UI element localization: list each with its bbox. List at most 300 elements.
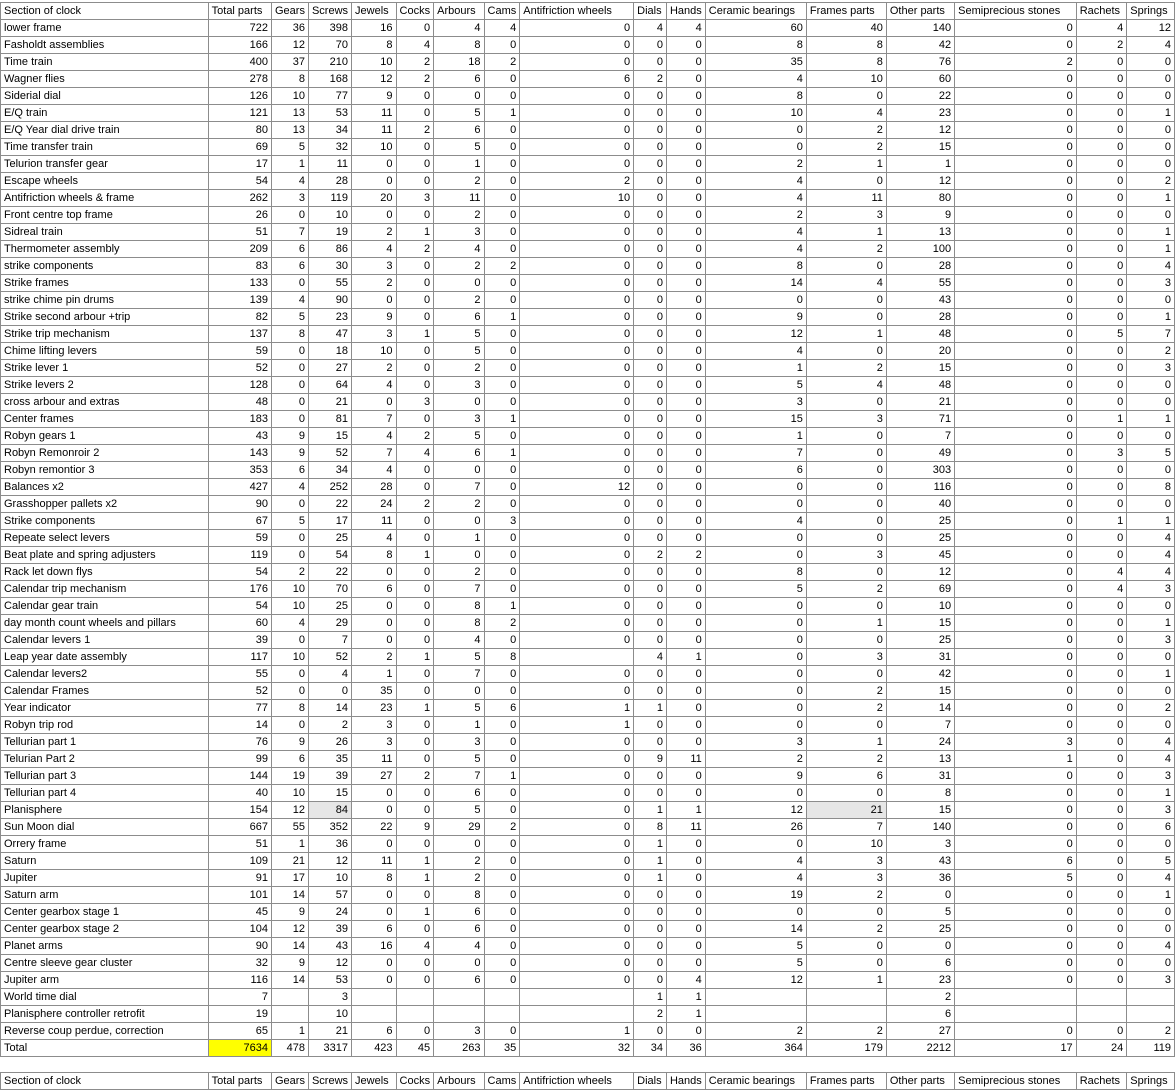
data-cell[interactable]: 5: [271, 309, 308, 326]
total-cell[interactable]: 423: [352, 1040, 397, 1057]
data-cell[interactable]: 0: [396, 802, 434, 819]
data-cell[interactable]: 0: [806, 173, 886, 190]
data-cell[interactable]: 12: [271, 802, 308, 819]
data-cell[interactable]: 0: [634, 955, 667, 972]
data-cell[interactable]: 0: [520, 938, 634, 955]
data-cell[interactable]: 52: [208, 360, 271, 377]
data-cell[interactable]: 0: [955, 445, 1077, 462]
data-cell[interactable]: 0: [955, 292, 1077, 309]
data-cell[interactable]: 0: [666, 173, 705, 190]
data-cell[interactable]: 0: [955, 768, 1077, 785]
data-cell[interactable]: 14: [271, 887, 308, 904]
data-cell[interactable]: 2: [396, 496, 434, 513]
data-cell[interactable]: 1: [1127, 666, 1175, 683]
data-cell[interactable]: 0: [634, 513, 667, 530]
data-cell[interactable]: 0: [806, 666, 886, 683]
data-cell[interactable]: 32: [208, 955, 271, 972]
data-cell[interactable]: 262: [208, 190, 271, 207]
data-cell[interactable]: 5: [434, 649, 484, 666]
data-cell[interactable]: 8: [434, 598, 484, 615]
data-cell[interactable]: 0: [520, 360, 634, 377]
data-cell[interactable]: 1: [666, 802, 705, 819]
column-header[interactable]: Frames parts: [806, 3, 886, 20]
empty-cell[interactable]: [271, 1057, 308, 1073]
data-cell[interactable]: 0: [955, 802, 1077, 819]
data-cell[interactable]: 4: [396, 445, 434, 462]
data-cell[interactable]: 1: [1127, 615, 1175, 632]
data-cell[interactable]: 0: [666, 479, 705, 496]
data-cell[interactable]: 176: [208, 581, 271, 598]
data-cell[interactable]: 2: [484, 54, 520, 71]
data-cell[interactable]: 4: [1127, 547, 1175, 564]
data-cell[interactable]: 4: [434, 938, 484, 955]
data-cell[interactable]: 12: [705, 972, 806, 989]
data-cell[interactable]: 0: [520, 224, 634, 241]
data-cell[interactable]: 22: [886, 88, 954, 105]
data-cell[interactable]: 0: [955, 1023, 1077, 1040]
column-header[interactable]: Other parts: [886, 1073, 954, 1090]
data-cell[interactable]: [434, 989, 484, 1006]
data-cell[interactable]: 0: [955, 326, 1077, 343]
row-label-cell[interactable]: Strike levers 2: [1, 377, 209, 394]
data-cell[interactable]: 3: [352, 717, 397, 734]
data-cell[interactable]: 31: [886, 768, 954, 785]
data-cell[interactable]: [352, 989, 397, 1006]
data-cell[interactable]: 0: [396, 632, 434, 649]
data-cell[interactable]: 82: [208, 309, 271, 326]
data-cell[interactable]: 19: [705, 887, 806, 904]
data-cell[interactable]: 15: [886, 802, 954, 819]
data-cell[interactable]: 91: [208, 870, 271, 887]
data-cell[interactable]: 39: [308, 921, 351, 938]
data-cell[interactable]: 0: [434, 955, 484, 972]
data-cell[interactable]: 21: [886, 394, 954, 411]
data-cell[interactable]: 0: [955, 819, 1077, 836]
column-header[interactable]: Hands: [666, 1073, 705, 1090]
data-cell[interactable]: 0: [705, 598, 806, 615]
data-cell[interactable]: 7: [434, 768, 484, 785]
data-cell[interactable]: 76: [208, 734, 271, 751]
data-cell[interactable]: 100: [886, 241, 954, 258]
data-cell[interactable]: 1: [1127, 309, 1175, 326]
data-cell[interactable]: 0: [1076, 547, 1127, 564]
data-cell[interactable]: 0: [271, 717, 308, 734]
data-cell[interactable]: 0: [520, 530, 634, 547]
data-cell[interactable]: 0: [520, 411, 634, 428]
data-cell[interactable]: [1076, 989, 1127, 1006]
data-cell[interactable]: 4: [352, 241, 397, 258]
data-cell[interactable]: 0: [520, 377, 634, 394]
data-cell[interactable]: 140: [886, 819, 954, 836]
data-cell[interactable]: 1: [484, 445, 520, 462]
data-cell[interactable]: 0: [634, 785, 667, 802]
data-cell[interactable]: 0: [634, 887, 667, 904]
data-cell[interactable]: 0: [634, 598, 667, 615]
data-cell[interactable]: 0: [806, 479, 886, 496]
data-cell[interactable]: 0: [484, 836, 520, 853]
row-label-cell[interactable]: Time transfer train: [1, 139, 209, 156]
data-cell[interactable]: 5: [705, 938, 806, 955]
data-cell[interactable]: 116: [208, 972, 271, 989]
data-cell[interactable]: 0: [1076, 394, 1127, 411]
data-cell[interactable]: 8: [705, 258, 806, 275]
data-cell[interactable]: 0: [520, 632, 634, 649]
data-cell[interactable]: 119: [208, 547, 271, 564]
data-cell[interactable]: 9: [271, 734, 308, 751]
data-cell[interactable]: 1: [806, 224, 886, 241]
data-cell[interactable]: 0: [396, 105, 434, 122]
data-cell[interactable]: 0: [1127, 904, 1175, 921]
data-cell[interactable]: 3: [1127, 275, 1175, 292]
row-label-cell[interactable]: Planisphere: [1, 802, 209, 819]
data-cell[interactable]: 0: [634, 309, 667, 326]
data-cell[interactable]: 4: [1076, 564, 1127, 581]
data-cell[interactable]: 0: [484, 88, 520, 105]
row-label-cell[interactable]: Siderial dial: [1, 88, 209, 105]
empty-cell[interactable]: [208, 1057, 271, 1073]
data-cell[interactable]: 2: [1127, 173, 1175, 190]
data-cell[interactable]: 3: [1127, 972, 1175, 989]
data-cell[interactable]: 2: [434, 292, 484, 309]
data-cell[interactable]: 2: [396, 428, 434, 445]
row-label-cell[interactable]: lower frame: [1, 20, 209, 37]
data-cell[interactable]: 0: [955, 258, 1077, 275]
data-cell[interactable]: 0: [352, 207, 397, 224]
data-cell[interactable]: 126: [208, 88, 271, 105]
data-cell[interactable]: 0: [634, 156, 667, 173]
data-cell[interactable]: 6: [271, 462, 308, 479]
data-cell[interactable]: 11: [352, 751, 397, 768]
data-cell[interactable]: 0: [434, 394, 484, 411]
data-cell[interactable]: 0: [1076, 139, 1127, 156]
data-cell[interactable]: 0: [955, 683, 1077, 700]
data-cell[interactable]: 0: [955, 190, 1077, 207]
data-cell[interactable]: 0: [955, 122, 1077, 139]
data-cell[interactable]: 0: [1076, 88, 1127, 105]
data-cell[interactable]: 0: [352, 598, 397, 615]
data-cell[interactable]: 0: [484, 955, 520, 972]
data-cell[interactable]: 22: [308, 496, 351, 513]
row-label-cell[interactable]: strike chime pin drums: [1, 292, 209, 309]
data-cell[interactable]: 42: [886, 37, 954, 54]
row-label-cell[interactable]: Fasholdt assemblies: [1, 37, 209, 54]
data-cell[interactable]: 49: [886, 445, 954, 462]
data-cell[interactable]: 3: [705, 394, 806, 411]
data-cell[interactable]: 28: [886, 258, 954, 275]
data-cell[interactable]: 76: [886, 54, 954, 71]
column-header[interactable]: Antifriction wheels: [520, 1073, 634, 1090]
data-cell[interactable]: 0: [484, 275, 520, 292]
row-label-cell[interactable]: Planet arms: [1, 938, 209, 955]
data-cell[interactable]: 0: [520, 156, 634, 173]
data-cell[interactable]: 0: [396, 564, 434, 581]
data-cell[interactable]: 2: [1127, 343, 1175, 360]
data-cell[interactable]: 3: [806, 411, 886, 428]
total-cell[interactable]: 24: [1076, 1040, 1127, 1057]
data-cell[interactable]: 54: [208, 173, 271, 190]
data-cell[interactable]: 6: [1127, 819, 1175, 836]
data-cell[interactable]: 77: [308, 88, 351, 105]
data-cell[interactable]: 15: [886, 615, 954, 632]
column-header[interactable]: Screws: [308, 3, 351, 20]
data-cell[interactable]: 43: [886, 853, 954, 870]
empty-cell[interactable]: [1, 1057, 209, 1073]
total-cell[interactable]: 45: [396, 1040, 434, 1057]
data-cell[interactable]: 0: [1127, 156, 1175, 173]
data-cell[interactable]: 0: [634, 241, 667, 258]
row-label-cell[interactable]: Chime lifting levers: [1, 343, 209, 360]
data-cell[interactable]: 0: [484, 377, 520, 394]
row-label-cell[interactable]: Jupiter: [1, 870, 209, 887]
column-header[interactable]: Jewels: [352, 3, 397, 20]
row-label-cell[interactable]: Center gearbox stage 1: [1, 904, 209, 921]
column-header[interactable]: Ceramic bearings: [705, 1073, 806, 1090]
data-cell[interactable]: 6: [806, 768, 886, 785]
data-cell[interactable]: 0: [666, 394, 705, 411]
data-cell[interactable]: 0: [484, 785, 520, 802]
data-cell[interactable]: 15: [308, 785, 351, 802]
data-cell[interactable]: 1: [806, 734, 886, 751]
data-cell[interactable]: 0: [666, 598, 705, 615]
data-cell[interactable]: 2: [634, 547, 667, 564]
row-label-cell[interactable]: Escape wheels: [1, 173, 209, 190]
data-cell[interactable]: 0: [666, 428, 705, 445]
data-cell[interactable]: 3: [1127, 581, 1175, 598]
data-cell[interactable]: 0: [484, 717, 520, 734]
data-cell[interactable]: 6: [955, 853, 1077, 870]
data-cell[interactable]: 0: [484, 666, 520, 683]
data-cell[interactable]: 59: [208, 343, 271, 360]
data-cell[interactable]: 6: [434, 921, 484, 938]
data-cell[interactable]: 2: [806, 921, 886, 938]
data-cell[interactable]: 8: [806, 37, 886, 54]
data-cell[interactable]: 0: [1076, 955, 1127, 972]
data-cell[interactable]: 6: [271, 241, 308, 258]
data-cell[interactable]: 0: [634, 479, 667, 496]
data-cell[interactable]: 0: [396, 207, 434, 224]
data-cell[interactable]: 1: [1127, 241, 1175, 258]
data-cell[interactable]: 40: [208, 785, 271, 802]
data-cell[interactable]: 0: [634, 581, 667, 598]
data-cell[interactable]: 0: [520, 904, 634, 921]
data-cell[interactable]: 26: [705, 819, 806, 836]
column-header[interactable]: Hands: [666, 3, 705, 20]
data-cell[interactable]: 0: [434, 462, 484, 479]
data-cell[interactable]: 0: [955, 20, 1077, 37]
data-cell[interactable]: 0: [1127, 462, 1175, 479]
data-cell[interactable]: 10: [705, 105, 806, 122]
data-cell[interactable]: 12: [271, 37, 308, 54]
data-cell[interactable]: 4: [396, 938, 434, 955]
data-cell[interactable]: 0: [666, 190, 705, 207]
data-cell[interactable]: 0: [396, 139, 434, 156]
data-cell[interactable]: 11: [352, 122, 397, 139]
data-cell[interactable]: 0: [634, 275, 667, 292]
data-cell[interactable]: 0: [705, 530, 806, 547]
data-cell[interactable]: 5: [271, 139, 308, 156]
data-cell[interactable]: [955, 989, 1077, 1006]
data-cell[interactable]: 0: [955, 343, 1077, 360]
data-cell[interactable]: 70: [308, 37, 351, 54]
data-cell[interactable]: 0: [484, 870, 520, 887]
data-cell[interactable]: 10: [271, 581, 308, 598]
data-cell[interactable]: 67: [208, 513, 271, 530]
data-cell[interactable]: 15: [886, 139, 954, 156]
data-cell[interactable]: 11: [666, 819, 705, 836]
data-cell[interactable]: 1: [634, 989, 667, 1006]
data-cell[interactable]: 0: [806, 564, 886, 581]
data-cell[interactable]: 80: [208, 122, 271, 139]
data-cell[interactable]: 0: [666, 717, 705, 734]
data-cell[interactable]: 0: [634, 411, 667, 428]
data-cell[interactable]: 0: [520, 309, 634, 326]
data-cell[interactable]: 0: [955, 173, 1077, 190]
data-cell[interactable]: 0: [955, 955, 1077, 972]
data-cell[interactable]: 0: [520, 955, 634, 972]
data-cell[interactable]: 0: [520, 394, 634, 411]
data-cell[interactable]: 5: [955, 870, 1077, 887]
data-cell[interactable]: 0: [520, 122, 634, 139]
column-header[interactable]: Total parts: [208, 3, 271, 20]
data-cell[interactable]: 0: [634, 258, 667, 275]
data-cell[interactable]: 7: [806, 819, 886, 836]
data-cell[interactable]: 2: [352, 224, 397, 241]
data-cell[interactable]: 0: [666, 360, 705, 377]
data-cell[interactable]: 0: [520, 734, 634, 751]
data-cell[interactable]: 0: [955, 717, 1077, 734]
data-cell[interactable]: 1: [520, 700, 634, 717]
data-cell[interactable]: 0: [396, 785, 434, 802]
data-cell[interactable]: 0: [634, 54, 667, 71]
data-cell[interactable]: 0: [705, 496, 806, 513]
data-cell[interactable]: 0: [484, 71, 520, 88]
data-cell[interactable]: 1: [806, 972, 886, 989]
data-cell[interactable]: [806, 1006, 886, 1023]
data-cell[interactable]: 3: [806, 547, 886, 564]
data-cell[interactable]: 6: [352, 1023, 397, 1040]
data-cell[interactable]: 55: [208, 666, 271, 683]
data-cell[interactable]: 183: [208, 411, 271, 428]
data-cell[interactable]: 0: [666, 292, 705, 309]
data-cell[interactable]: 4: [434, 632, 484, 649]
data-cell[interactable]: 13: [271, 122, 308, 139]
total-cell[interactable]: 36: [666, 1040, 705, 1057]
data-cell[interactable]: 0: [271, 207, 308, 224]
row-label-cell[interactable]: Jupiter arm: [1, 972, 209, 989]
data-cell[interactable]: 0: [666, 122, 705, 139]
data-cell[interactable]: 0: [484, 1023, 520, 1040]
data-cell[interactable]: 0: [1076, 819, 1127, 836]
data-cell[interactable]: 4: [352, 377, 397, 394]
data-cell[interactable]: 0: [396, 462, 434, 479]
data-cell[interactable]: 12: [705, 326, 806, 343]
data-cell[interactable]: 0: [396, 530, 434, 547]
data-cell[interactable]: 53: [308, 972, 351, 989]
data-cell[interactable]: 0: [666, 564, 705, 581]
data-cell[interactable]: 2: [484, 819, 520, 836]
data-cell[interactable]: 0: [806, 462, 886, 479]
data-cell[interactable]: 4: [666, 20, 705, 37]
data-cell[interactable]: 140: [886, 20, 954, 37]
data-cell[interactable]: 0: [705, 139, 806, 156]
data-cell[interactable]: 70: [308, 581, 351, 598]
data-cell[interactable]: 352: [308, 819, 351, 836]
data-cell[interactable]: 0: [1127, 292, 1175, 309]
data-cell[interactable]: 2: [806, 751, 886, 768]
data-cell[interactable]: 0: [1076, 530, 1127, 547]
data-cell[interactable]: 0: [666, 258, 705, 275]
total-cell[interactable]: 364: [705, 1040, 806, 1057]
data-cell[interactable]: 0: [520, 445, 634, 462]
data-cell[interactable]: 0: [955, 360, 1077, 377]
row-label-cell[interactable]: Telurian Part 2: [1, 751, 209, 768]
data-cell[interactable]: 0: [520, 598, 634, 615]
data-cell[interactable]: 9: [271, 445, 308, 462]
data-cell[interactable]: 0: [666, 156, 705, 173]
data-cell[interactable]: 0: [396, 377, 434, 394]
data-cell[interactable]: 0: [271, 343, 308, 360]
data-cell[interactable]: 34: [308, 122, 351, 139]
data-cell[interactable]: 0: [1076, 360, 1127, 377]
data-cell[interactable]: 0: [1076, 173, 1127, 190]
data-cell[interactable]: 0: [396, 173, 434, 190]
data-cell[interactable]: 0: [806, 904, 886, 921]
data-cell[interactable]: 11: [352, 853, 397, 870]
data-cell[interactable]: 2: [806, 700, 886, 717]
data-cell[interactable]: 0: [666, 683, 705, 700]
data-cell[interactable]: 10: [271, 598, 308, 615]
data-cell[interactable]: 0: [1127, 921, 1175, 938]
data-cell[interactable]: 8: [806, 54, 886, 71]
data-cell[interactable]: 0: [484, 853, 520, 870]
data-cell[interactable]: [1127, 989, 1175, 1006]
row-label-cell[interactable]: Sun Moon dial: [1, 819, 209, 836]
column-header[interactable]: Cocks: [396, 1073, 434, 1090]
data-cell[interactable]: 0: [520, 887, 634, 904]
data-cell[interactable]: 8: [705, 88, 806, 105]
data-cell[interactable]: 0: [634, 1023, 667, 1040]
row-label-cell[interactable]: Sidreal train: [1, 224, 209, 241]
data-cell[interactable]: 2: [955, 54, 1077, 71]
data-cell[interactable]: 7: [271, 224, 308, 241]
data-cell[interactable]: 2: [806, 1023, 886, 1040]
data-cell[interactable]: 7: [886, 717, 954, 734]
data-cell[interactable]: 23: [886, 972, 954, 989]
data-cell[interactable]: 0: [520, 836, 634, 853]
data-cell[interactable]: 2: [308, 717, 351, 734]
data-cell[interactable]: 15: [886, 683, 954, 700]
data-cell[interactable]: 55: [308, 275, 351, 292]
data-cell[interactable]: 80: [886, 190, 954, 207]
data-cell[interactable]: 69: [886, 581, 954, 598]
data-cell[interactable]: 81: [308, 411, 351, 428]
data-cell[interactable]: 0: [806, 496, 886, 513]
data-cell[interactable]: 0: [484, 734, 520, 751]
data-cell[interactable]: 0: [484, 564, 520, 581]
data-cell[interactable]: 26: [208, 207, 271, 224]
row-label-cell[interactable]: strike components: [1, 258, 209, 275]
data-cell[interactable]: 0: [271, 683, 308, 700]
data-cell[interactable]: 0: [1076, 853, 1127, 870]
row-label-cell[interactable]: Robyn gears 1: [1, 428, 209, 445]
data-cell[interactable]: 11: [434, 190, 484, 207]
data-cell[interactable]: 60: [705, 20, 806, 37]
data-cell[interactable]: 0: [1076, 156, 1127, 173]
data-cell[interactable]: 1: [352, 666, 397, 683]
data-cell[interactable]: 9: [705, 309, 806, 326]
data-cell[interactable]: 4: [666, 972, 705, 989]
data-cell[interactable]: 8: [271, 700, 308, 717]
